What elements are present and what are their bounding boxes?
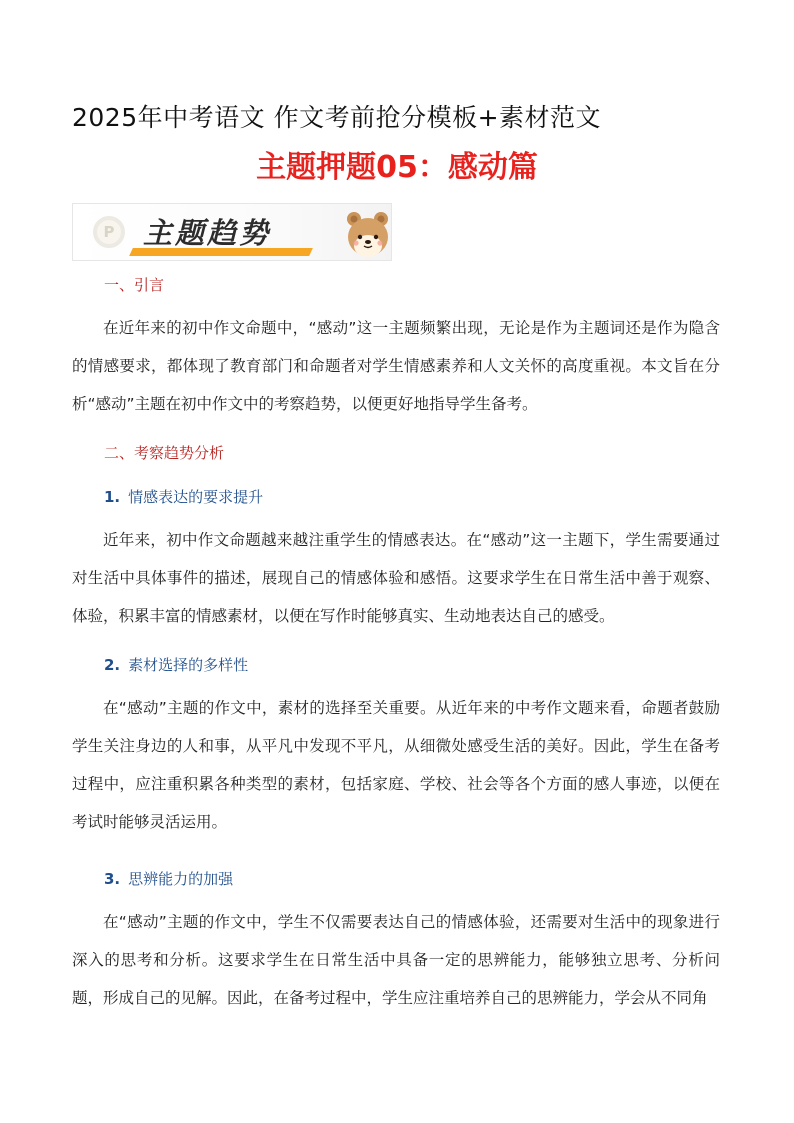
paragraph-2: 在“感动”主题的作文中，素材的选择至关重要。从近年来的中考作文题来看，命题者鼓励学生关注身边的人和事，从平凡中发现不平凡，从细微处感受生活的美好。因此，学生在备考过程中，应注重积累各种类型的素材，包括家庭、学校、社会等各个方面的感人事迹，以便在考试时能够灵活运用。	[72, 699, 720, 831]
section-banner	[72, 203, 392, 261]
subheading-title: 素材选择的多样性	[128, 656, 249, 674]
document-subtitle: 主题押题05：感动篇	[256, 150, 538, 185]
subheading-title: 思辨能力的加强	[128, 870, 234, 888]
subheading-number: 2.	[104, 656, 121, 674]
paragraph-1: 近年来，初中作文命题越来越注重学生的情感表达。在“感动”这一主题下，学生需要通过对生活中具体事件的描述，展现自己的情感体验和感悟。这要求学生在日常生活中善于观察、体验，积累丰富的情感素材，以便在写作时能够真实、生动地表达自己的感受。	[72, 531, 720, 625]
section-heading-analysis: 二、考察趋势分析	[104, 444, 225, 462]
banner-label: 主题趋势	[143, 216, 272, 250]
paragraph-3: 在“感动”主题的作文中，学生不仅需要表达自己的情感体验，还需要对生活中的现象进行深入的思考和分析。这要求学生在日常生活中具备一定的思辨能力，能够独立思考、分析问题，形成自己的见解。因此，在备考过程中，学生应注重培养自己的思辨能力，学会从不同角	[72, 913, 720, 1007]
intro-paragraph: 在近年来的初中作文命题中，“感动”这一主题频繁出现，无论是作为主题词还是作为隐含的情感要求，都体现了教育部门和命题者对学生情感素养和人文关怀的高度重视。本文旨在分析“感动”主题在初中作文中的考察趋势，以便更好地指导学生备考。	[72, 319, 720, 413]
document-title: 2025年中考语文 作文考前抢分模板+素材范文	[72, 103, 602, 132]
subheading-number: 3.	[104, 870, 121, 888]
subheading-number: 1.	[104, 488, 121, 506]
bear-mascot-icon	[345, 210, 391, 260]
subheading-1	[104, 486, 263, 508]
coin-icon: P	[93, 216, 125, 248]
subheading-3	[104, 868, 233, 890]
subheading-2	[104, 654, 248, 676]
section-heading-intro: 一、引言	[104, 276, 165, 294]
subheading-title: 情感表达的要求提升	[128, 488, 264, 506]
